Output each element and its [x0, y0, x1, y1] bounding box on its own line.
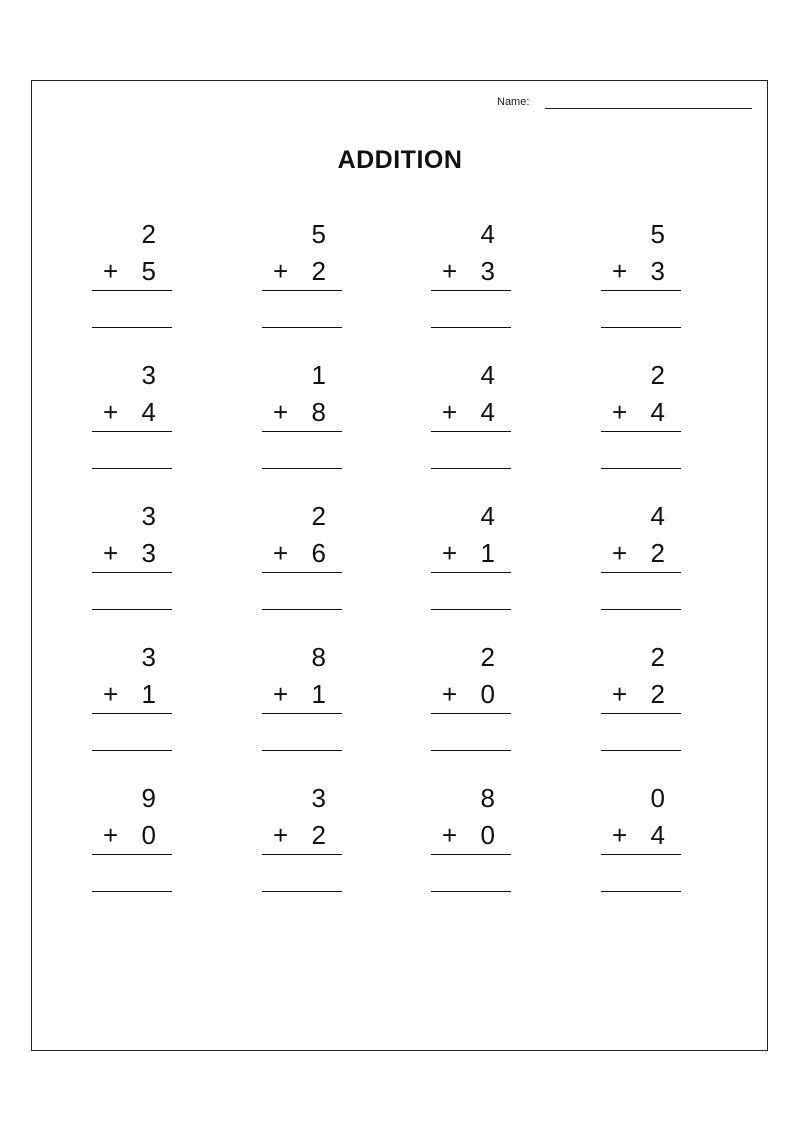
- addition-problem: [431, 219, 511, 339]
- sum-line: [92, 572, 172, 573]
- plus-sign: +: [273, 679, 289, 709]
- sum-line: [601, 854, 681, 855]
- top-number: 4: [480, 219, 495, 249]
- answer-line[interactable]: [262, 750, 342, 751]
- name-line[interactable]: [545, 108, 752, 109]
- top-number: 2: [141, 219, 156, 249]
- answer-line[interactable]: [601, 891, 681, 892]
- plus-sign: +: [273, 397, 289, 427]
- bottom-number: 1: [311, 679, 326, 709]
- sum-line: [262, 713, 342, 714]
- top-number: 2: [650, 642, 665, 672]
- answer-line[interactable]: [262, 609, 342, 610]
- answer-line[interactable]: [601, 609, 681, 610]
- answer-line[interactable]: [92, 891, 172, 892]
- plus-sign: +: [612, 820, 628, 850]
- answer-line[interactable]: [92, 609, 172, 610]
- sum-line: [262, 572, 342, 573]
- addition-problem: [601, 360, 681, 480]
- bottom-number: 5: [141, 256, 156, 286]
- bottom-number: 2: [311, 256, 326, 286]
- sum-line: [262, 854, 342, 855]
- bottom-number: 4: [480, 397, 495, 427]
- plus-sign: +: [612, 397, 628, 427]
- bottom-number: 2: [650, 538, 665, 568]
- bottom-number: 3: [141, 538, 156, 568]
- plus-sign: +: [273, 538, 289, 568]
- answer-line[interactable]: [262, 891, 342, 892]
- addition-problem: [92, 783, 172, 903]
- name-field[interactable]: [497, 96, 757, 112]
- answer-line[interactable]: [431, 891, 511, 892]
- worksheet-title: ADDITION: [337, 146, 463, 174]
- bottom-number: 3: [650, 256, 665, 286]
- answer-line[interactable]: [262, 327, 342, 328]
- answer-line[interactable]: [92, 327, 172, 328]
- top-number: 3: [141, 501, 156, 531]
- bottom-number: 2: [650, 679, 665, 709]
- sum-line: [92, 431, 172, 432]
- addition-problem: [431, 783, 511, 903]
- answer-line[interactable]: [92, 750, 172, 751]
- top-number: 1: [311, 360, 326, 390]
- top-number: 3: [141, 360, 156, 390]
- sum-line: [601, 572, 681, 573]
- bottom-number: 4: [141, 397, 156, 427]
- answer-line[interactable]: [262, 468, 342, 469]
- sum-line: [601, 713, 681, 714]
- sum-line: [92, 290, 172, 291]
- addition-problem: [92, 501, 172, 621]
- top-number: 8: [311, 642, 326, 672]
- top-number: 4: [480, 360, 495, 390]
- sum-line: [431, 431, 511, 432]
- addition-problem: [262, 501, 342, 621]
- addition-problem: [431, 360, 511, 480]
- answer-line[interactable]: [431, 327, 511, 328]
- top-number: 2: [650, 360, 665, 390]
- addition-problem: [262, 642, 342, 762]
- answer-line[interactable]: [431, 609, 511, 610]
- bottom-number: 4: [650, 820, 665, 850]
- plus-sign: +: [103, 679, 119, 709]
- plus-sign: +: [612, 679, 628, 709]
- addition-problem: [601, 219, 681, 339]
- plus-sign: +: [442, 820, 458, 850]
- plus-sign: +: [103, 256, 119, 286]
- sum-line: [431, 854, 511, 855]
- addition-problem: [262, 360, 342, 480]
- plus-sign: +: [273, 256, 289, 286]
- addition-problem: [92, 642, 172, 762]
- answer-line[interactable]: [431, 750, 511, 751]
- sum-line: [431, 572, 511, 573]
- addition-problem: [431, 642, 511, 762]
- sum-line: [601, 290, 681, 291]
- addition-problem: [431, 501, 511, 621]
- addition-problem: [92, 360, 172, 480]
- bottom-number: 0: [480, 820, 495, 850]
- bottom-number: 1: [141, 679, 156, 709]
- addition-problem: [601, 642, 681, 762]
- answer-line[interactable]: [601, 750, 681, 751]
- plus-sign: +: [442, 538, 458, 568]
- top-number: 3: [141, 642, 156, 672]
- top-number: 8: [480, 783, 495, 813]
- addition-problem: [601, 501, 681, 621]
- sum-line: [262, 290, 342, 291]
- bottom-number: 6: [311, 538, 326, 568]
- plus-sign: +: [103, 397, 119, 427]
- bottom-number: 2: [311, 820, 326, 850]
- answer-line[interactable]: [92, 468, 172, 469]
- name-label: Name:: [497, 96, 530, 108]
- plus-sign: +: [103, 538, 119, 568]
- bottom-number: 3: [480, 256, 495, 286]
- answer-line[interactable]: [601, 327, 681, 328]
- answer-line[interactable]: [431, 468, 511, 469]
- top-number: 2: [311, 501, 326, 531]
- top-number: 5: [650, 219, 665, 249]
- plus-sign: +: [103, 820, 119, 850]
- sum-line: [92, 854, 172, 855]
- bottom-number: 1: [480, 538, 495, 568]
- top-number: 4: [480, 501, 495, 531]
- plus-sign: +: [612, 538, 628, 568]
- bottom-number: 4: [650, 397, 665, 427]
- top-number: 4: [650, 501, 665, 531]
- addition-problem: [601, 783, 681, 903]
- bottom-number: 8: [311, 397, 326, 427]
- addition-problem: [262, 783, 342, 903]
- addition-problem: [92, 219, 172, 339]
- sum-line: [601, 431, 681, 432]
- sum-line: [431, 290, 511, 291]
- bottom-number: 0: [480, 679, 495, 709]
- bottom-number: 0: [141, 820, 156, 850]
- top-number: 5: [311, 219, 326, 249]
- addition-problem: [262, 219, 342, 339]
- top-number: 9: [141, 783, 156, 813]
- sum-line: [92, 713, 172, 714]
- top-number: 3: [311, 783, 326, 813]
- plus-sign: +: [442, 679, 458, 709]
- plus-sign: +: [612, 256, 628, 286]
- top-number: 2: [480, 642, 495, 672]
- sum-line: [262, 431, 342, 432]
- top-number: 0: [650, 783, 665, 813]
- plus-sign: +: [442, 256, 458, 286]
- plus-sign: +: [273, 820, 289, 850]
- answer-line[interactable]: [601, 468, 681, 469]
- sum-line: [431, 713, 511, 714]
- plus-sign: +: [442, 397, 458, 427]
